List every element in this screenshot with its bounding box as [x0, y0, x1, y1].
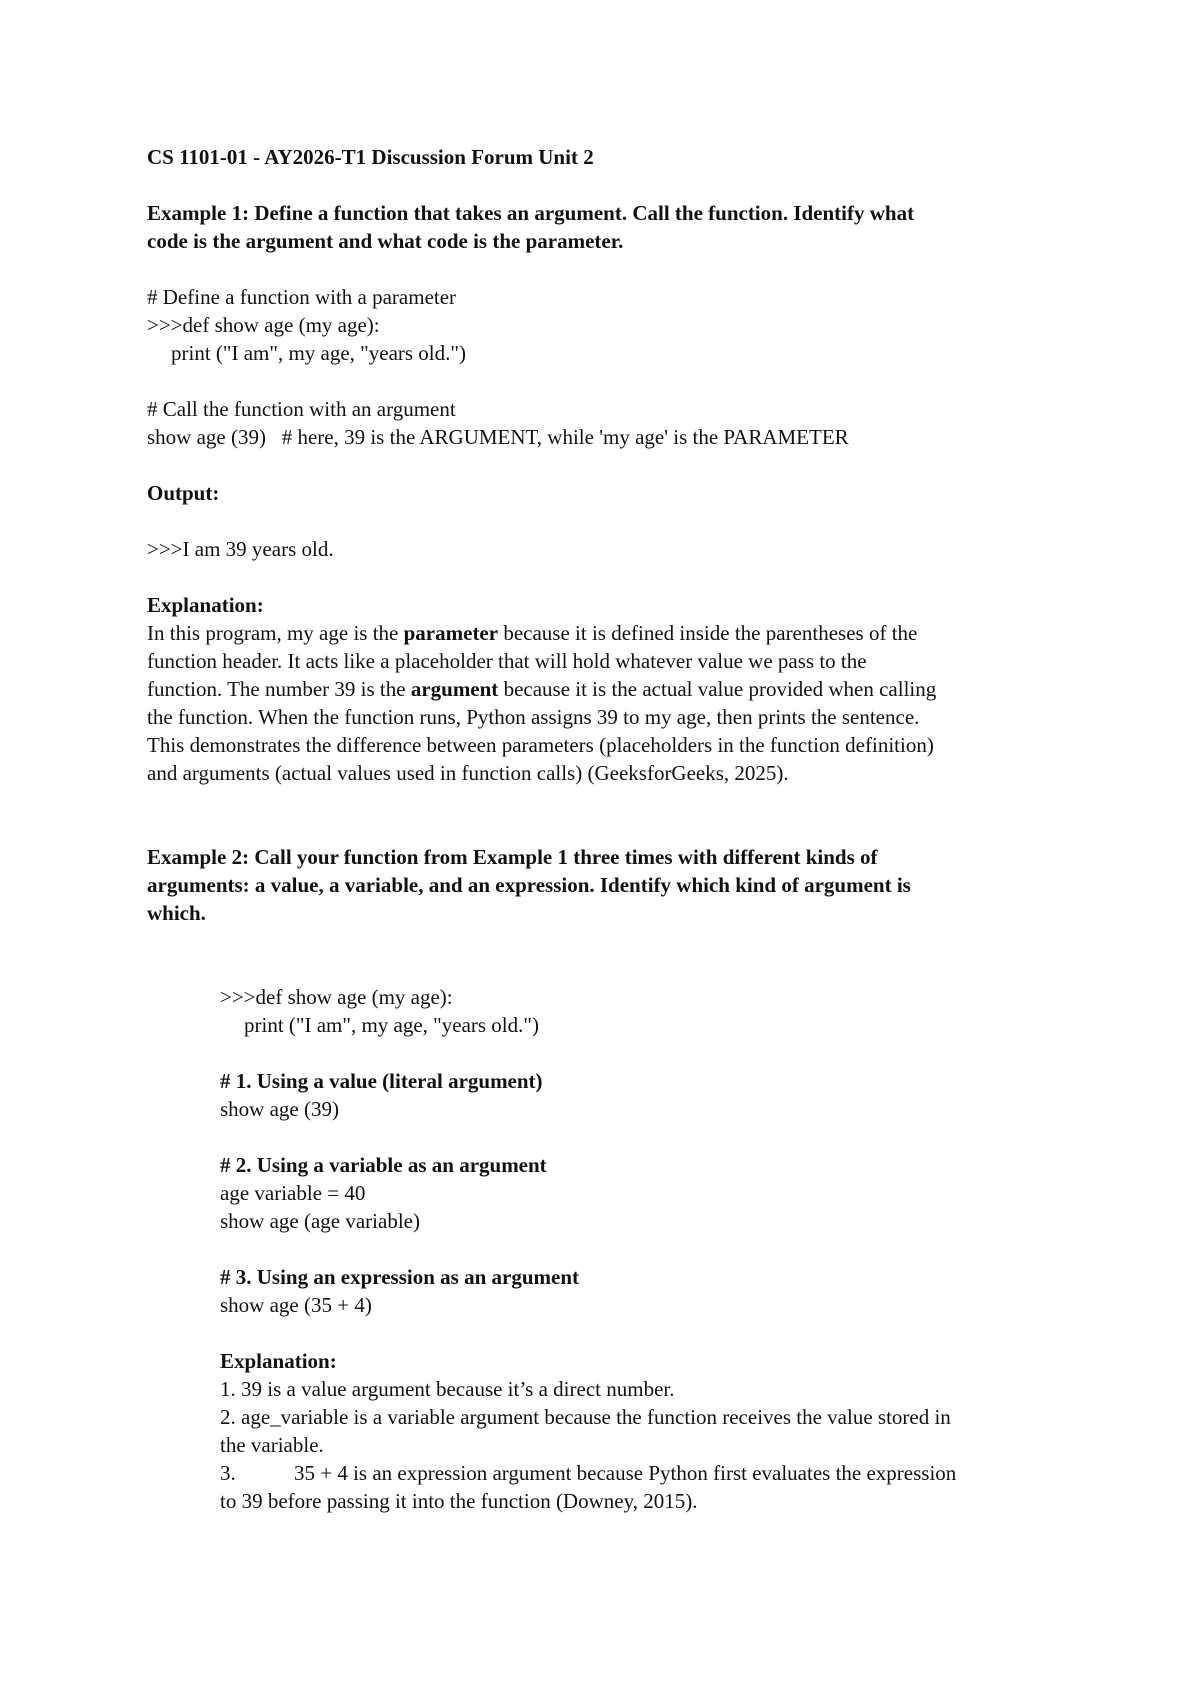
example1-code-comment-define: # Define a function with a parameter: [147, 285, 457, 309]
example2-heading-line2: arguments: a value, a variable, and an expression. Identify which kind of argument is: [147, 873, 911, 897]
example1-explanation-line2: function header. It acts like a placeholder that will hold whatever value we pass to the: [147, 649, 867, 673]
example2-code-print: print ("I am", my age, "years old."): [244, 1013, 539, 1037]
example2-case2-code-call: show age (age variable): [220, 1209, 420, 1233]
example2-explanation-item2-line1: 2. age_variable is a variable argument because the function receives the value stored in: [220, 1405, 951, 1429]
example1-explanation-line3: [147, 675, 1067, 703]
example1-explanation-line1: [147, 619, 1067, 647]
example1-heading-line2: code is the argument and what code is the parameter.: [147, 229, 624, 253]
page-title: CS 1101-01 - AY2026-T1 Discussion Forum Unit 2: [147, 145, 594, 169]
list-number: 3.: [220, 1461, 236, 1485]
spacer: [147, 787, 1067, 843]
parameter-term: parameter: [403, 621, 499, 645]
spacer: [147, 367, 1067, 395]
example2-heading-line3: which.: [147, 901, 206, 925]
explanation-text: function. The number 39 is the: [147, 677, 411, 701]
example1-explanation-line5: This demonstrates the difference between parameters (placeholders in the function definition): [147, 733, 934, 757]
spacer: [147, 563, 1067, 591]
spacer: [147, 255, 1067, 283]
spacer: [147, 451, 1067, 479]
example1-heading-line1: Example 1: Define a function that takes an argument. Call the function. Identify what: [147, 201, 915, 225]
example2-explanation-item1: 1. 39 is a value argument because it’s a direct number.: [220, 1377, 675, 1401]
example2-case2-code-assign: age variable = 40: [220, 1181, 366, 1205]
example2-explanation-label: Explanation:: [220, 1349, 337, 1373]
example1-output-label: Output:: [147, 481, 220, 505]
spacer: [147, 171, 1067, 199]
example1-code-def: >>>def show age (my age):: [147, 313, 380, 337]
spacer: [147, 927, 1067, 983]
spacer: [147, 507, 1067, 535]
example2-case3-code: show age (35 + 4): [220, 1293, 372, 1317]
example2-case1-code: show age (39): [220, 1097, 339, 1121]
explanation-text: In this program, my age is the: [147, 621, 404, 645]
spacer: [220, 1039, 1067, 1067]
explanation-text: because it is the actual value provided when calling: [498, 677, 937, 701]
example2-case2-title: # 2. Using a variable as an argument: [220, 1153, 547, 1177]
example2-case1-title: # 1. Using a value (literal argument): [220, 1069, 543, 1093]
spacer: [220, 1235, 1067, 1263]
argument-term: argument: [410, 677, 499, 701]
example1-output-text: >>>I am 39 years old.: [147, 537, 334, 561]
example2-heading-line1: Example 2: Call your function from Example 1 three times with different kinds of: [147, 845, 878, 869]
example2-explanation-item3-line1: [220, 1459, 1067, 1487]
example2-case3-title: # 3. Using an expression as an argument: [220, 1265, 579, 1289]
example1-explanation-line6: and arguments (actual values used in function calls) (GeeksforGeeks, 2025).: [147, 761, 789, 785]
example2-explanation-item3-line2: to 39 before passing it into the function (Downey, 2015).: [220, 1489, 698, 1513]
example1-explanation-line4: the function. When the function runs, Python assigns 39 to my age, then prints the sentence.: [147, 705, 920, 729]
spacer: [220, 1319, 1067, 1347]
example1-code-call: show age (39) # here, 39 is the ARGUMENT, while 'my age' is the PARAMETER: [147, 425, 849, 449]
example2-explanation-item2-line2: the variable.: [220, 1433, 324, 1457]
explanation-text: because it is defined inside the parentheses of the: [498, 621, 918, 645]
example1-code-comment-call: # Call the function with an argument: [147, 397, 456, 421]
example1-code-print: print ("I am", my age, "years old."): [171, 341, 466, 365]
example1-explanation-label: Explanation:: [147, 593, 264, 617]
example2-code-def: >>>def show age (my age):: [220, 985, 453, 1009]
document-body: [147, 143, 1067, 1515]
item3-text: 35 + 4 is an expression argument because Python first evaluates the expression: [294, 1461, 957, 1485]
spacer: [220, 1123, 1067, 1151]
example2-code-block: [147, 983, 1067, 1515]
